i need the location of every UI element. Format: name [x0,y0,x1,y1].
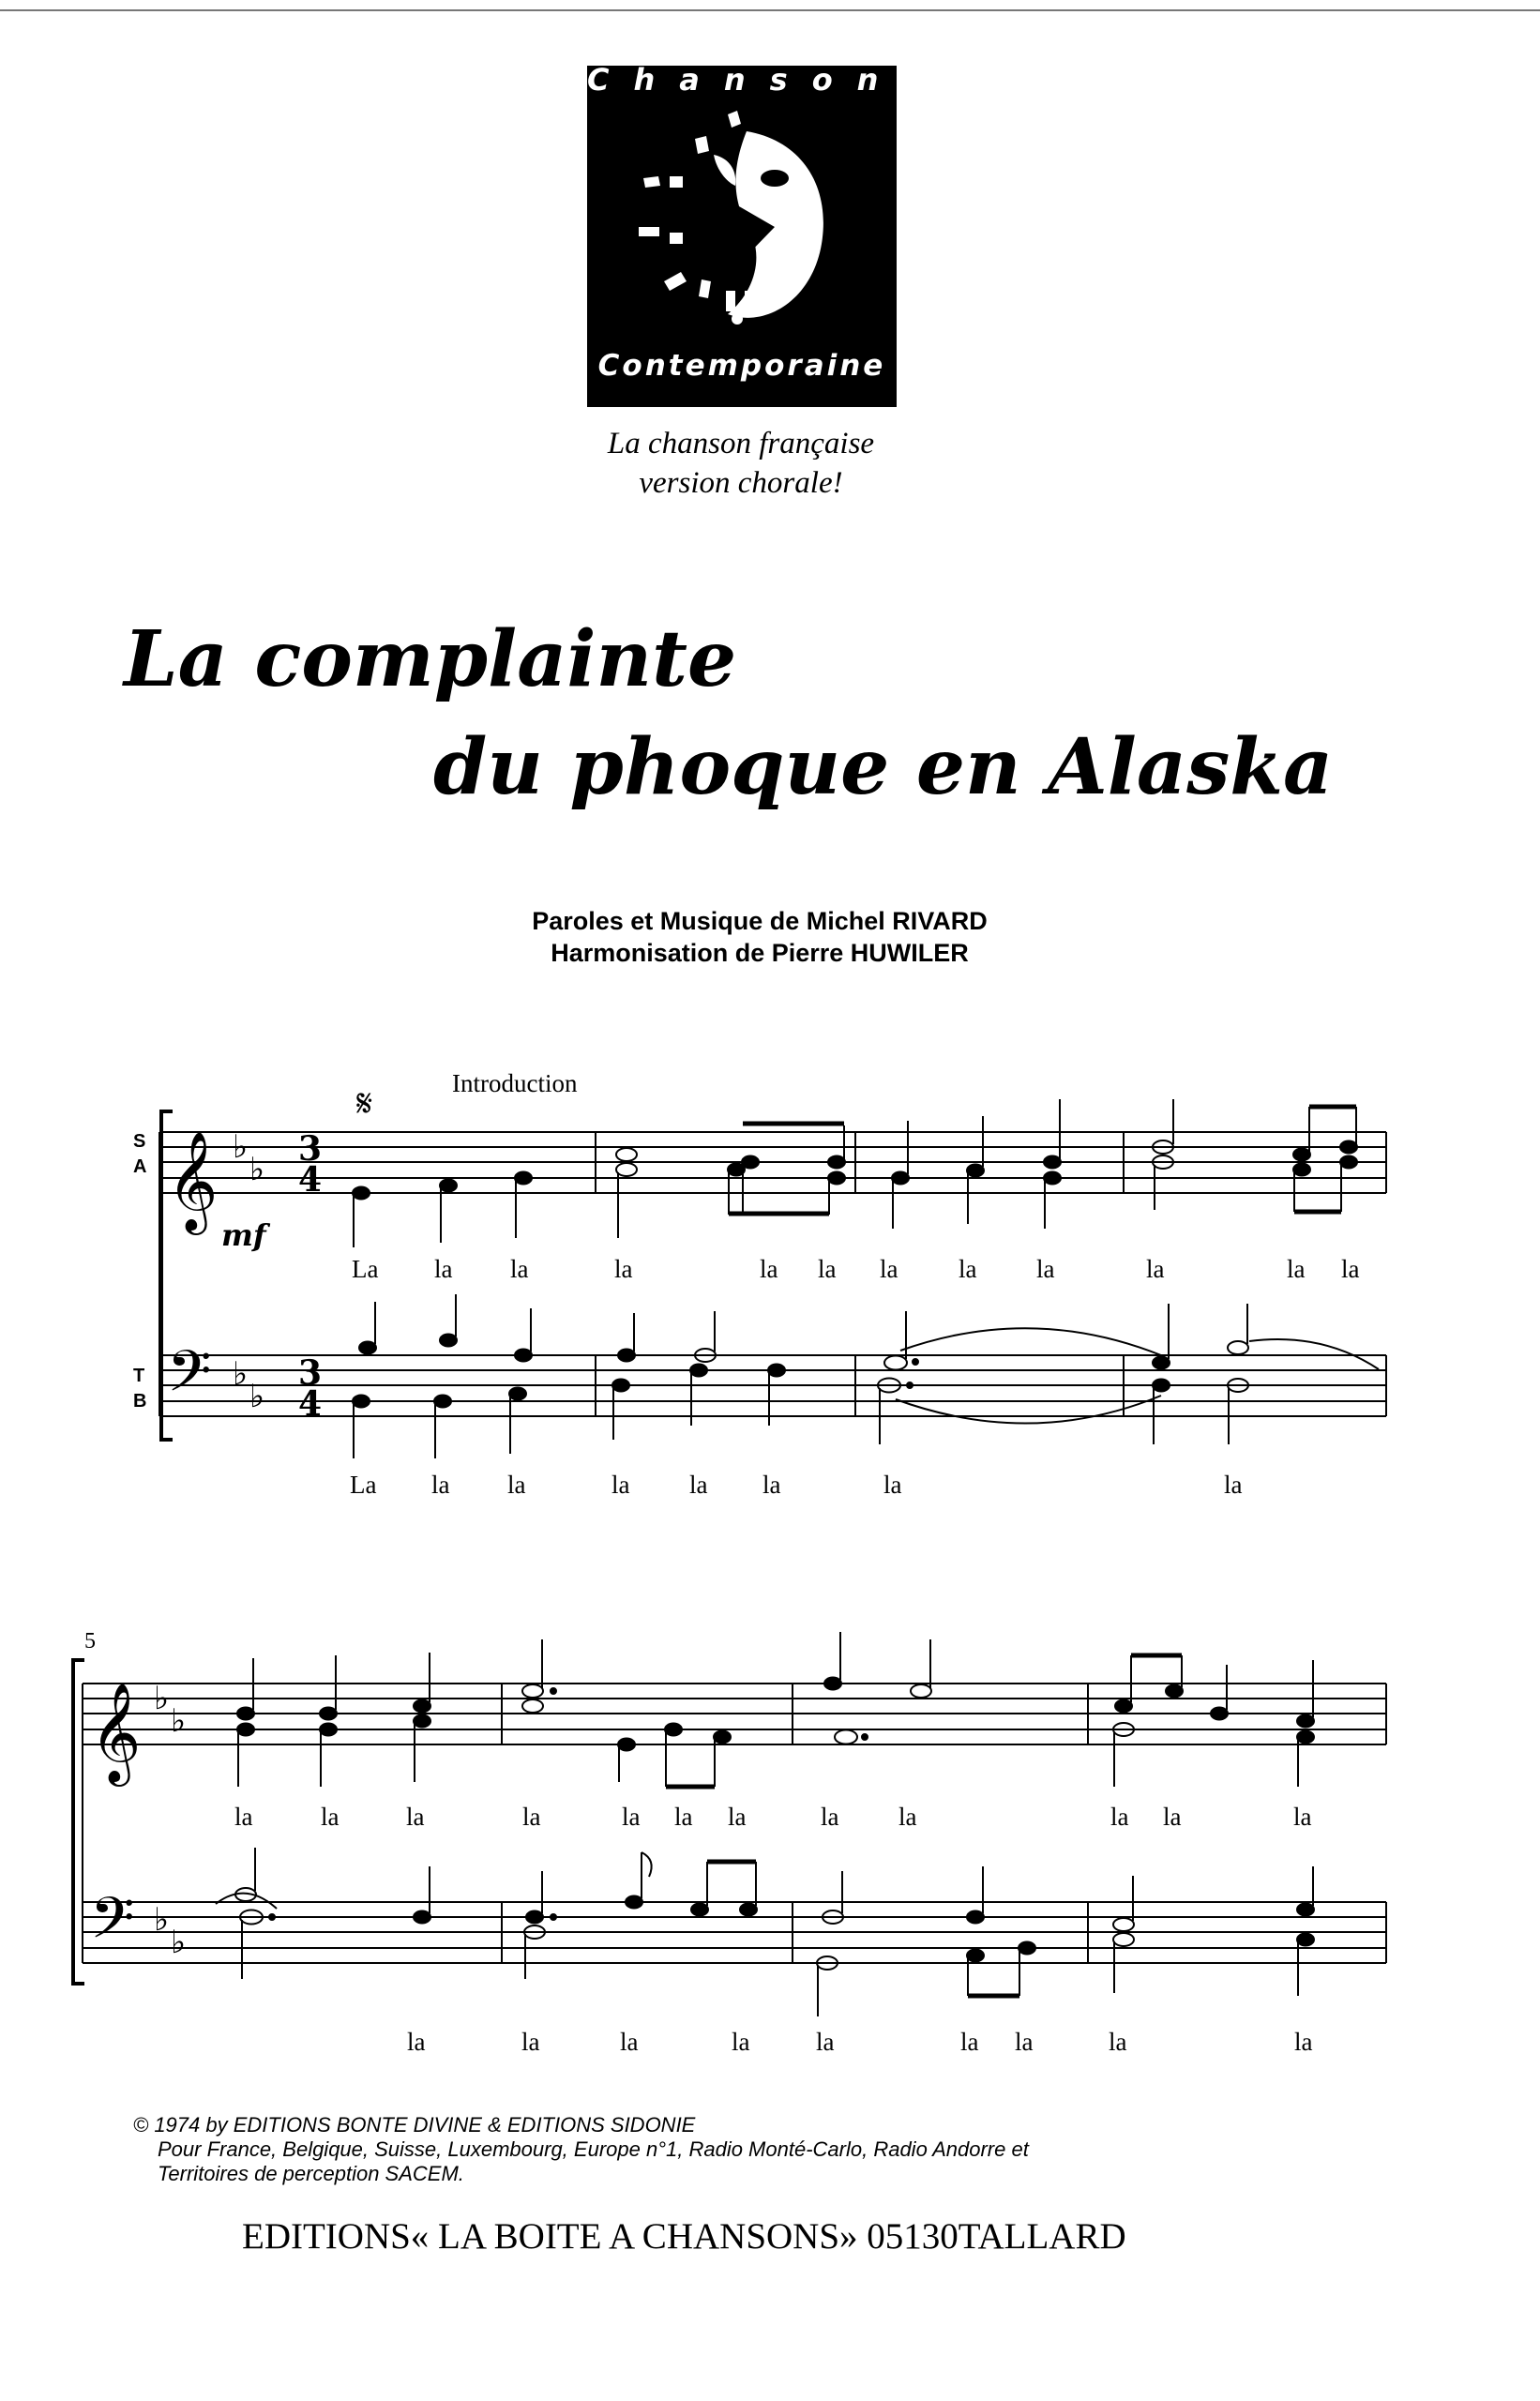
credits-harmonisation: Harmonisation de Pierre HUWILER [551,939,969,967]
notes-sa-system-2 [237,1632,1314,1787]
lyric-syllable: la [611,1471,630,1499]
lyric-syllable: la [1341,1255,1360,1283]
flat-icon: ♭ [233,1355,249,1393]
lyric-syllable: la [510,1255,529,1283]
segno-icon: 𝄋 [356,1082,373,1125]
staff-tb-system-2 [83,1902,1386,1963]
copyright-line-2: Pour France, Belgique, Suisse, Luxembourg, Europe n°1, Radio Monté-Carlo, Radio Andorre et [158,2137,1029,2161]
lyric-syllable: la [959,1255,977,1283]
lyric-syllable: la [1163,1803,1182,1831]
lyric-syllable: la [1109,2028,1127,2056]
lyric-syllable: la [1224,1471,1243,1499]
voice-label-t: T [133,1366,145,1386]
lyric-syllable: la [818,1255,837,1283]
lyric-syllable: La [350,1471,377,1499]
lyric-syllable: la [321,1803,340,1831]
dynamic-marking: mf [221,1217,266,1253]
lyric-syllable: la [406,1803,425,1831]
lyric-syllable: la [434,1255,453,1283]
staff-sa-system-1 [159,1132,1386,1193]
flat-icon: ♭ [154,1901,170,1939]
lyric-syllable: la [1294,2028,1313,2056]
lyric-syllable: la [1036,1255,1055,1283]
lyric-syllable: la [234,1803,253,1831]
bass-clef-icon: 𝄢 [90,1885,135,1966]
bass-clef-icon: 𝄢 [167,1338,212,1419]
voice-label-b: B [133,1391,147,1412]
lyric-syllable: la [674,1803,693,1831]
logo-top-text: Chanson [587,62,903,98]
flat-icon: ♭ [249,1151,265,1188]
credits-lyrics-music: Paroles et Musique de Michel RIVARD [532,907,988,935]
lyric-syllable: la [1293,1803,1312,1831]
copyright-line-1: © 1974 by EDITIONS BONTE DIVINE & EDITIONS SIDONIE [133,2113,696,2137]
song-title-line-1: La complainte [124,614,737,704]
copyright-notice [133,2113,1029,2186]
lyric-syllable: la [521,2028,540,2056]
lyric-syllable: la [431,1471,450,1499]
lyric-syllable: la [1146,1255,1165,1283]
time-sig-num-tb: 3 [298,1353,323,1393]
voice-label-a: A [133,1156,147,1177]
staff-sa-system-2 [83,1684,1386,1744]
lyric-syllable: la [407,2028,426,2056]
logo-bottom-text: Contemporaine [597,349,886,383]
lyric-syllable: la [883,1471,902,1499]
publisher-line: EDITIONS« LA BOITE A CHANSONS» 05130TALLARD [242,2216,1126,2257]
lyric-syllable: la [614,1255,633,1283]
lyric-syllable: la [760,1255,778,1283]
lyric-syllable: la [880,1255,898,1283]
voice-label-s: S [133,1131,146,1152]
copyright-line-3: Territoires de perception SACEM. [158,2162,464,2185]
tagline-line-2: version chorale! [639,466,843,500]
lyric-syllable: la [689,1471,708,1499]
lyric-syllable: la [960,2028,979,2056]
flat-icon: ♭ [171,1924,187,1961]
treble-clef-icon: 𝄞 [90,1682,142,1782]
lyric-syllable: la [1287,1255,1306,1283]
lyric-syllable: la [762,1471,781,1499]
lyric-syllable: la [1015,2028,1034,2056]
flat-icon: ♭ [233,1128,249,1166]
measure-number: 5 [84,1629,96,1654]
lyric-syllable: la [620,2028,639,2056]
time-sig-den-tb: 4 [298,1384,323,1424]
lyric-syllable: La [352,1255,379,1283]
treble-clef-icon: 𝄞 [167,1130,219,1231]
lyric-syllable: la [522,1803,541,1831]
lyric-syllable: la [898,1803,917,1831]
tagline-line-1: La chanson française [607,427,875,461]
lyric-syllable: la [507,1471,526,1499]
time-sig-den-sa: 4 [298,1160,323,1200]
flat-icon: ♭ [154,1680,170,1717]
flat-icon: ♭ [171,1702,187,1740]
lyric-syllable: la [728,1803,747,1831]
song-title-line-2: du phoque en Alaska [433,722,1334,812]
lyric-syllable: la [732,2028,750,2056]
flat-icon: ♭ [249,1378,265,1415]
section-label: Introduction [452,1069,578,1097]
lyric-syllable: la [816,2028,835,2056]
lyric-syllable: la [821,1803,839,1831]
lyric-syllable: la [622,1803,641,1831]
notes-tb-system-1 [353,1294,1379,1458]
lyric-syllable: la [1110,1803,1129,1831]
time-sig-num-sa: 3 [298,1129,323,1169]
